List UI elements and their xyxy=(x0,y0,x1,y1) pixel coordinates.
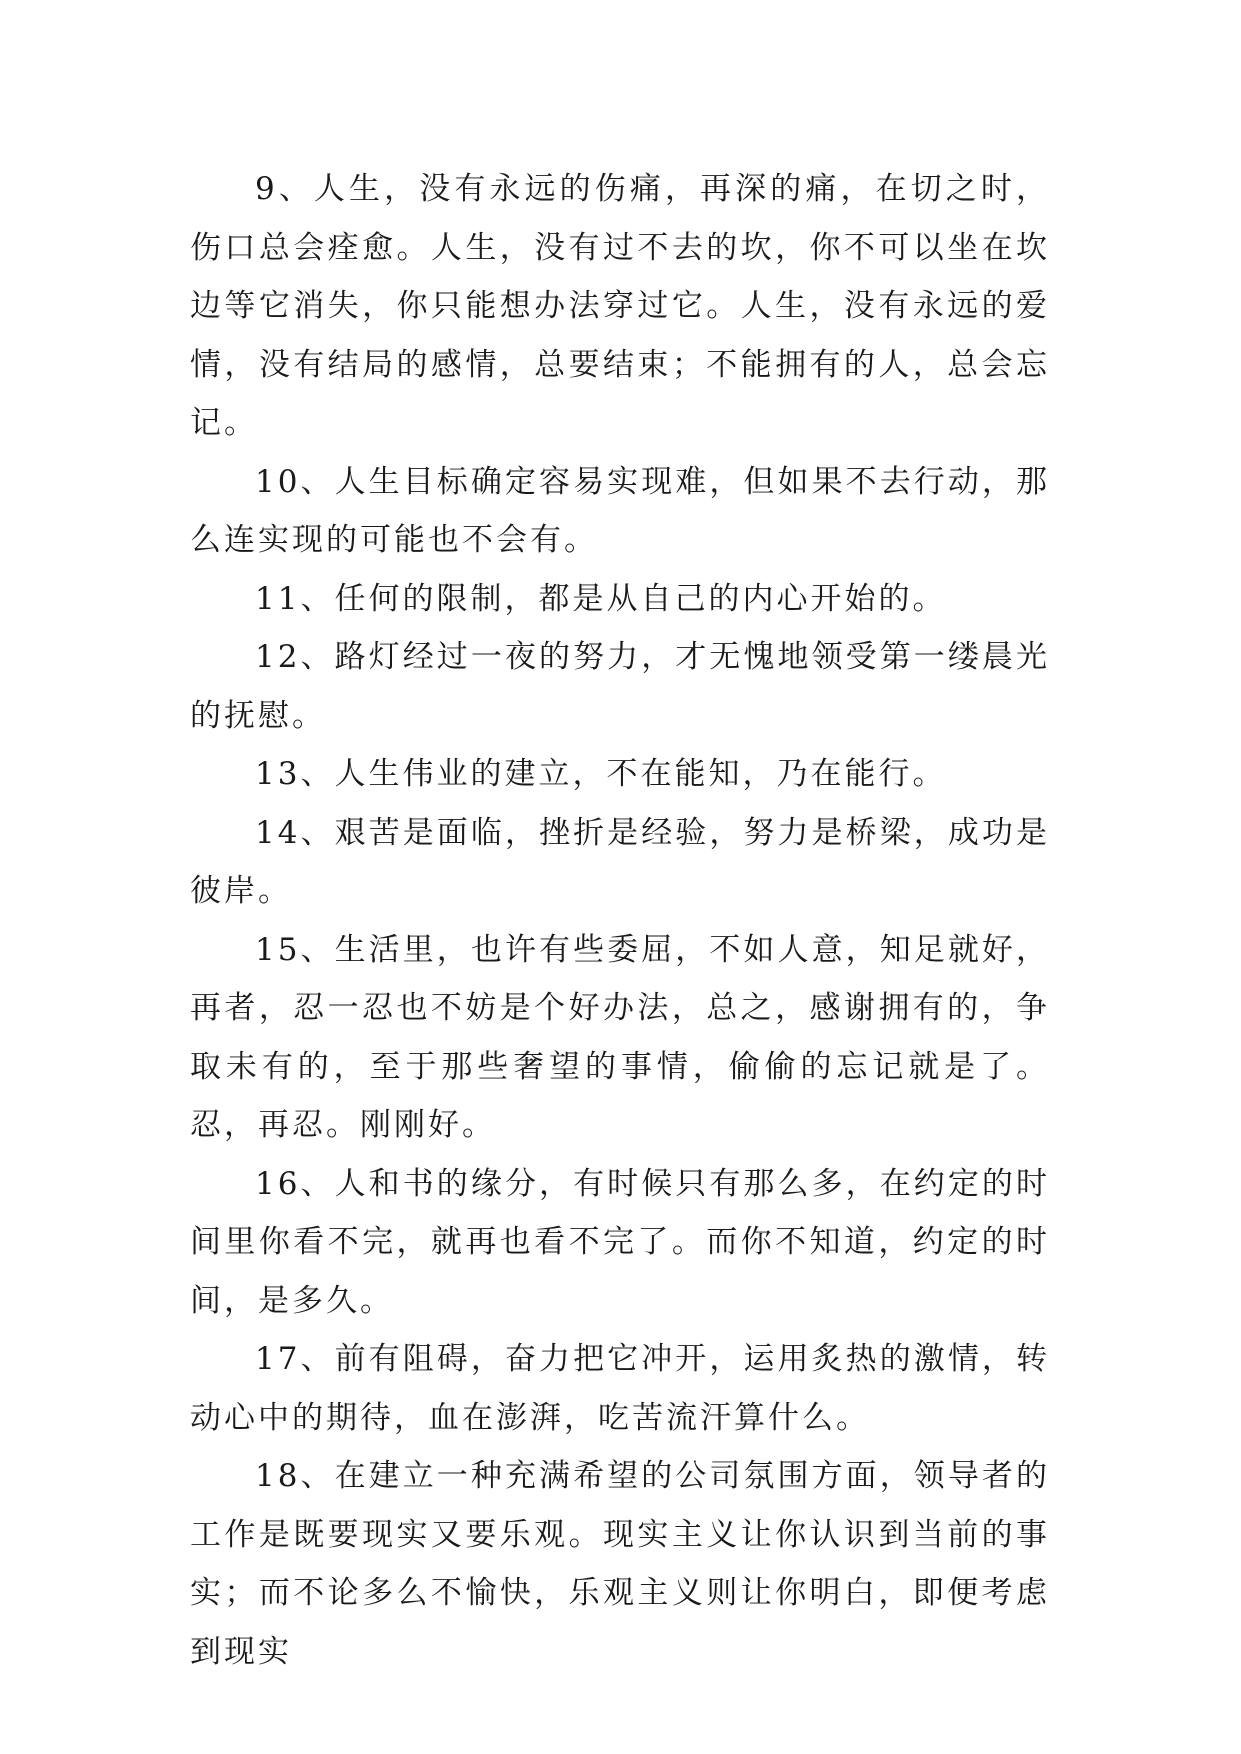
quote-paragraph-16: 16、人和书的缘分，有时候只有那么多，在约定的时间里你看不完，就再也看不完了。而你不知道，约定的时间，是多久。 xyxy=(190,1165,1050,1319)
quote-paragraph-15: 15、生活里，也许有些委屈，不如人意，知足就好，再者，忍一忍也不妨是个好办法，总之，感谢拥有的，争取未有的，至于那些奢望的事情，偷偷的忘记就是了。忍，再忍。刚刚好。 xyxy=(190,931,1050,1143)
quote-paragraph-14: 14、艰苦是面临，挫折是经验，努力是桥梁，成功是彼岸。 xyxy=(190,814,1050,909)
quote-paragraph-18: 18、在建立一种充满希望的公司氛围方面，领导者的工作是既要现实又要乐观。现实主义让你认识到当前的事实；而不论多么不愉快，乐观主义则让你明白，即便考虑到现实 xyxy=(190,1458,1050,1670)
quote-paragraph-10: 10、人生目标确定容易实现难，但如果不去行动，那么连实现的可能也不会有。 xyxy=(190,463,1050,558)
quote-paragraph-11: 11、任何的限制，都是从自己的内心开始的。 xyxy=(255,580,947,617)
quote-paragraph-9: 9、人生，没有永远的伤痛，再深的痛，在切之时，伤口总会痊愈。人生，没有过不去的坎，你不可以坐在坎边等它消失，你只能想办法穿过它。人生，没有永远的爱情，没有结局的感情，总要结束；不能拥有的人，总会忘记。 xyxy=(190,171,1050,441)
quote-paragraph-17: 17、前有阻碍，奋力把它冲开，运用炙热的激情，转动心中的期待，血在澎湃，吃苦流汗算什么。 xyxy=(190,1341,1050,1436)
quote-paragraph-12: 12、路灯经过一夜的努力，才无愧地领受第一缕晨光的抚慰。 xyxy=(190,639,1050,734)
document-body xyxy=(190,160,1050,1681)
quote-paragraph-13: 13、人生伟业的建立，不在能知，乃在能行。 xyxy=(255,756,947,792)
